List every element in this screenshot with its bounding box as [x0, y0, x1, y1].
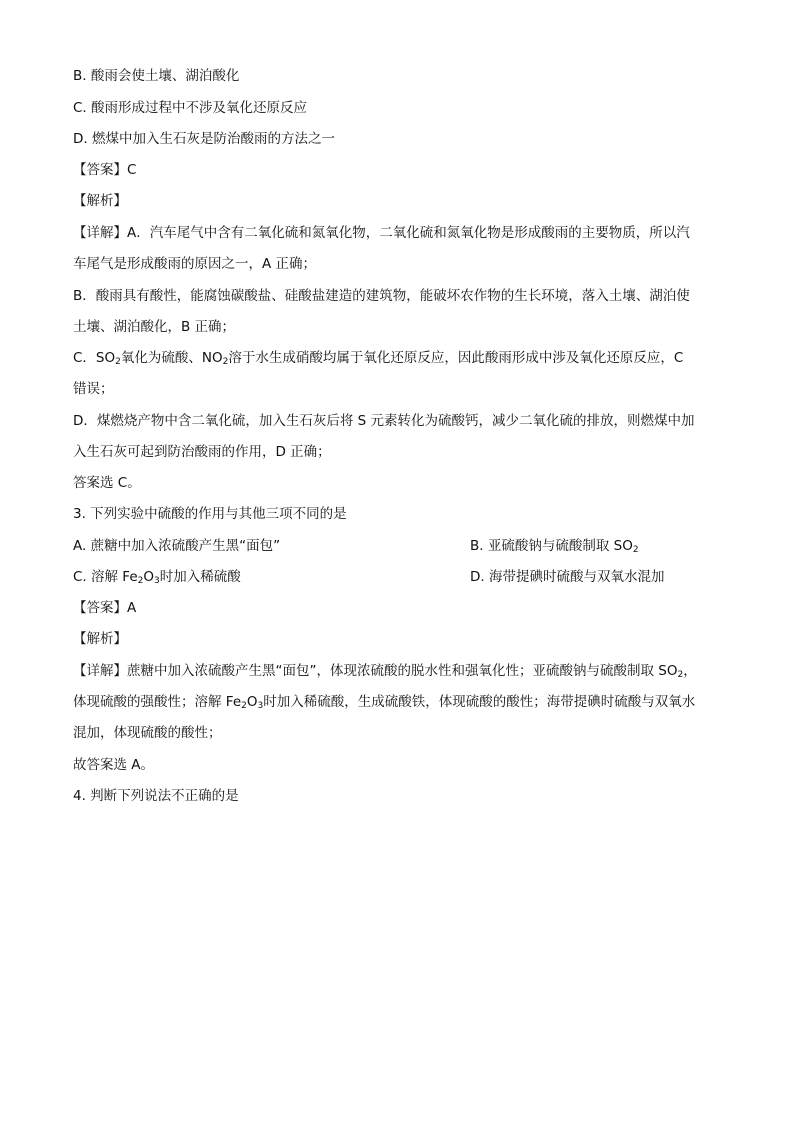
q3-detail-text-2: ，	[683, 663, 697, 679]
q3-options-row1	[73, 536, 723, 556]
q3-detail-line1	[73, 661, 723, 681]
q2-conclusion: 答案选 C。	[73, 475, 141, 491]
q2-detail-c-line2: 错误；	[73, 381, 114, 397]
q2-option-c: C. 酸雨形成过程中不涉及氧化还原反应	[73, 100, 308, 116]
q3-detail-line3: 混加，体现硫酸的酸性；	[73, 725, 222, 741]
q2-detail-c-text-3: 溶于水生成硝酸均属于氧化还原反应，因此酸雨形成中涉及氧化还原反应，C	[228, 350, 684, 366]
q2-option-d: D. 燃煤中加入生石灰是防治酸雨的方法之一	[73, 131, 335, 147]
q3-detail-text-1: 【详解】蔗糖中加入浓硫酸产生黑“面包”，体现浓硫酸的脱水性和强氧化性；亚硫酸钠与硫酸制取 SO	[73, 663, 678, 679]
subscript: 2	[632, 545, 639, 555]
q3-option-b	[470, 536, 639, 556]
q2-detail-b-line1: B．酸雨具有酸性，能腐蚀碳酸盐、硅酸盐建造的建筑物，能破坏农作物的生长环境，落入土壤、湖泊使	[73, 288, 690, 304]
q2-detail-c-text-1: C．SO	[73, 350, 116, 366]
q3-option-c-text-2: O	[143, 569, 155, 585]
q2-detail-a-line2: 车尾气是形成酸雨的原因之一，A 正确；	[73, 256, 317, 272]
subscript: 2	[137, 576, 144, 586]
q4-stem: 4. 判断下列说法不正确的是	[73, 788, 239, 804]
subscript: 3	[257, 701, 264, 711]
q3-detail-line2	[73, 692, 723, 712]
q2-detail-a-line1: 【详解】A．汽车尾气中含有二氧化硫和氮氧化物，二氧化硫和氮氧化物是形成酸雨的主要物质，所以汽	[73, 225, 690, 241]
q3-detail-text-4: O	[246, 694, 258, 710]
q2-detail-d-line1: D．煤燃烧产物中含二氧化硫，加入生石灰后将 S 元素转化为硫酸钙，减少二氧化硫的排放，则燃煤中加	[73, 413, 695, 429]
q3-stem: 3. 下列实验中硫酸的作用与其他三项不同的是	[73, 506, 347, 522]
q3-conclusion: 故答案选 A。	[73, 757, 155, 773]
q3-detail-text-3: 体现硫酸的强酸性；溶解 Fe	[73, 694, 242, 710]
q3-detail-text-5: 时加入稀硫酸，生成硫酸铁，体现硫酸的酸性；海带提碘时硫酸与双氧水	[263, 694, 696, 710]
q3-answer: 【答案】A	[73, 600, 137, 616]
q3-option-d: D. 海带提碘时硫酸与双氧水混加	[470, 569, 665, 585]
subscript: 3	[154, 576, 160, 586]
subscript: 2	[677, 670, 684, 680]
q3-option-c-text-3: 时加入稀硫酸	[159, 569, 241, 585]
subscript: 2	[222, 357, 229, 367]
q3-options-row2	[73, 567, 723, 587]
q3-option-c	[73, 569, 241, 585]
q2-analysis-heading: 【解析】	[73, 193, 127, 209]
q3-option-a: A. 蔗糖中加入浓硫酸产生黑“面包”	[73, 538, 281, 554]
subscript: 2	[241, 701, 247, 711]
q2-detail-c-line1	[73, 348, 723, 368]
q3-option-c-text-1: C. 溶解 Fe	[73, 569, 138, 585]
q2-detail-d-line2: 入生石灰可起到防治酸雨的作用，D 正确；	[73, 444, 331, 460]
q2-option-b: B. 酸雨会使土壤、湖泊酸化	[73, 68, 240, 84]
q2-detail-c-text-2: 氧化为硫酸、NO	[120, 350, 223, 366]
q2-detail-b-line2: 土壤、湖泊酸化，B 正确；	[73, 319, 236, 335]
q3-analysis-heading: 【解析】	[73, 631, 127, 647]
q2-answer: 【答案】C	[73, 162, 137, 178]
subscript: 2	[115, 357, 121, 367]
q3-option-b-text: B. 亚硫酸钠与硫酸制取 SO	[470, 538, 633, 554]
